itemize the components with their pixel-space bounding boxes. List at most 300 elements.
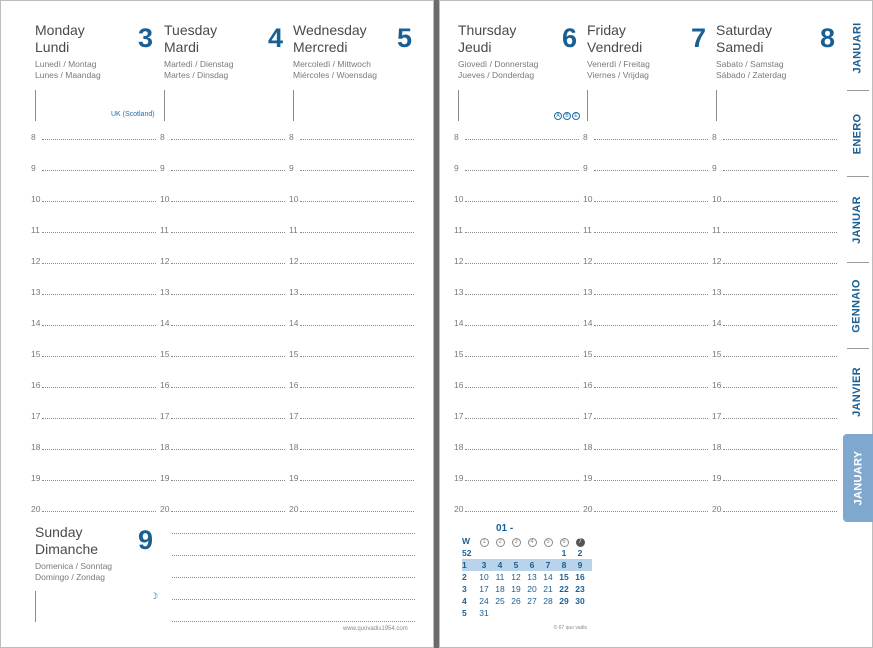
hour-label: 17 [454,411,464,421]
mini-calendar-day[interactable]: 26 [511,596,521,606]
mini-calendar-day[interactable]: 22 [559,584,569,594]
writing-line [42,201,156,202]
writing-line [171,356,285,357]
day-number: 9 [138,525,154,555]
hour-label: 11 [454,225,463,235]
writing-line [465,294,579,295]
hour-label: 19 [31,473,41,483]
writing-line [594,201,708,202]
hour-row[interactable] [712,350,838,359]
mini-calendar-week-number: 1 [462,560,467,570]
mini-calendar-day[interactable]: 13 [527,572,537,582]
month-tab-label: JANVIER [851,367,863,417]
day-number: 8 [820,23,836,53]
day-translation: Lunes / Maandag [35,70,101,80]
hour-label: 16 [583,380,593,390]
hour-row[interactable] [31,381,157,390]
mini-calendar-note: © 67 quo vadis [553,625,587,631]
hour-label: 15 [289,349,299,359]
mini-calendar-day[interactable]: 4 [497,560,503,570]
hour-label: 14 [160,318,170,328]
hour-label: 16 [160,380,170,390]
writing-line [300,449,414,450]
hour-row[interactable] [454,319,580,328]
mini-calendar-day[interactable]: 29 [559,596,569,606]
hour-label: 15 [712,349,722,359]
hour-row[interactable] [289,443,415,452]
day-name-fr: Jeudi [458,39,492,55]
hour-row[interactable] [289,381,415,390]
hour-row[interactable] [454,505,580,514]
hour-row[interactable] [289,505,415,514]
writing-line [171,263,285,264]
month-tab-janvier[interactable] [841,348,873,436]
mini-calendar-day[interactable]: 20 [527,584,537,594]
day-translation: Martedì / Dienstag [164,59,234,69]
hour-row[interactable] [583,257,709,266]
writing-line [723,418,837,419]
mini-calendar-week-label: W [462,536,471,546]
month-tab-januari[interactable] [841,4,873,92]
month-tab-divider [847,348,869,349]
writing-line [594,325,708,326]
hour-label: 15 [583,349,593,359]
day-note-divider [164,90,165,121]
day-wednesday [293,22,377,81]
mini-calendar-day[interactable]: 30 [575,596,585,606]
day-translation: Domenica / Sonntag [35,561,113,571]
writing-line [300,201,414,202]
day-translation: Domingo / Zondag [35,572,105,582]
hour-row[interactable] [289,257,415,266]
hour-row[interactable] [454,257,580,266]
hour-row[interactable] [289,133,415,142]
hour-row[interactable] [583,412,709,421]
writing-line [465,356,579,357]
hour-row[interactable] [712,195,838,204]
writing-line [594,263,708,264]
writing-line [594,356,708,357]
month-tab-januar[interactable] [841,176,873,264]
writing-line [42,387,156,388]
hour-label: 13 [583,287,593,297]
writing-line [171,139,285,140]
month-tab-label: JANUARI [851,22,863,74]
mini-calendar-week-number: 5 [462,608,467,618]
hour-label: 18 [454,442,464,452]
hour-label: 13 [160,287,170,297]
mini-calendar-dow: 4 [524,535,540,547]
hour-label: 8 [583,132,588,142]
month-tab-enero[interactable] [841,90,873,178]
day-sunday [35,524,112,583]
mini-calendar-dow: 1 [476,535,492,547]
region-circle-icon: E [572,112,580,120]
mini-calendar-dow: 7 [572,535,588,547]
day-name-fr: Dimanche [35,541,99,557]
hour-label: 14 [712,318,722,328]
hour-label: 8 [160,132,165,142]
hour-label: 16 [454,380,464,390]
writing-line [300,232,414,233]
writing-line [465,170,579,171]
hour-row[interactable] [289,195,415,204]
writing-line [723,387,837,388]
writing-line [465,232,579,233]
hour-row[interactable] [31,505,157,514]
day-number: 4 [268,23,284,53]
hour-row[interactable] [712,505,838,514]
day-note-divider [35,591,36,622]
mini-calendar-day[interactable]: 7 [545,560,551,570]
hour-row[interactable] [160,412,286,421]
hour-row[interactable] [31,319,157,328]
mini-calendar-day[interactable]: 11 [495,572,505,582]
hour-row[interactable] [289,474,415,483]
mini-calendar-day[interactable]: 5 [513,560,519,570]
day-name-en: Tuesday [164,22,218,38]
hour-label: 9 [160,163,165,173]
hour-row[interactable] [583,505,709,514]
mini-calendar-dow-row [462,535,592,547]
hour-row[interactable] [160,257,286,266]
hour-label: 10 [160,194,170,204]
writing-line [42,325,156,326]
day-number: 6 [562,23,578,53]
hour-row[interactable] [712,412,838,421]
writing-line [723,201,837,202]
hour-label: 14 [583,318,593,328]
hour-row[interactable] [454,474,580,483]
day-number: 3 [138,23,154,53]
hour-row[interactable] [160,381,286,390]
hour-label: 13 [289,287,299,297]
writing-line [42,170,156,171]
day-tuesday [164,22,233,81]
writing-line [594,170,708,171]
mini-calendar-day[interactable]: 21 [543,584,553,594]
mini-calendar-week-number: 52 [462,548,472,558]
writing-line [300,170,414,171]
mini-calendar-day[interactable]: 28 [543,596,553,606]
mini-calendar [462,523,592,631]
hour-label: 13 [454,287,464,297]
hour-row[interactable] [454,164,580,173]
day-translation: Venerdì / Freitag [587,59,650,69]
writing-line [723,480,837,481]
hour-label: 18 [712,442,722,452]
writing-line [300,294,414,295]
mini-calendar-rows [462,547,592,619]
writing-line [300,263,414,264]
hour-label: 10 [583,194,593,204]
writing-line [465,418,579,419]
writing-line [300,480,414,481]
hour-row[interactable] [583,133,709,142]
mini-calendar-day[interactable]: 9 [577,560,583,570]
hour-row[interactable] [31,443,157,452]
writing-line [465,387,579,388]
day-translation: Giovedì / Donnerstag [458,59,539,69]
mini-calendar-week [462,583,592,595]
hour-row[interactable] [583,350,709,359]
mini-calendar-week-number: 4 [462,596,467,606]
mini-calendar-day[interactable]: 10 [479,572,489,582]
hour-row[interactable] [712,443,838,452]
hour-row[interactable] [289,319,415,328]
month-tab-gennaio[interactable] [841,262,873,350]
hour-label: 18 [583,442,593,452]
hour-row[interactable] [289,226,415,235]
hour-row[interactable] [712,474,838,483]
mini-calendar-day[interactable]: 23 [575,584,585,594]
hour-row[interactable] [160,350,286,359]
month-tab-divider [847,262,869,263]
hour-row[interactable] [454,288,580,297]
writing-line [171,480,285,481]
month-tab-divider [847,90,869,91]
mini-calendar-week [462,571,592,583]
hour-row[interactable] [454,412,580,421]
hour-label: 18 [160,442,170,452]
hour-row[interactable] [583,443,709,452]
writing-line [171,170,285,171]
writing-line [723,139,837,140]
hour-label: 8 [31,132,36,142]
hour-row[interactable] [31,195,157,204]
mini-calendar-day[interactable]: 3 [481,560,487,570]
hour-label: 19 [289,473,299,483]
mini-calendar-day[interactable]: 17 [479,584,489,594]
writing-line [723,263,837,264]
day-name-en: Wednesday [293,22,367,38]
hour-row[interactable] [712,381,838,390]
hour-label: 9 [289,163,294,173]
region-circle-icon: B [563,112,571,120]
hour-row[interactable] [454,133,580,142]
hour-row[interactable] [160,474,286,483]
hour-row[interactable] [31,288,157,297]
hour-row[interactable] [712,133,838,142]
mini-calendar-day[interactable]: 14 [543,572,553,582]
mini-calendar-week [462,595,592,607]
hour-row[interactable] [31,257,157,266]
hour-label: 10 [289,194,299,204]
hour-label: 11 [583,225,592,235]
hour-label: 16 [712,380,722,390]
hour-label: 14 [289,318,299,328]
writing-line [300,418,414,419]
region-holiday-icons [554,112,580,120]
writing-line [594,511,708,512]
day-translation: Sábado / Zaterdag [716,70,787,80]
hour-label: 19 [712,473,722,483]
hour-row[interactable] [583,288,709,297]
hour-row[interactable] [160,164,286,173]
writing-line [723,356,837,357]
day-number: 5 [397,23,413,53]
hour-row[interactable] [583,319,709,328]
hour-row[interactable] [160,443,286,452]
month-tab-label: GENNAIO [851,279,863,333]
day-name-fr: Mercredi [293,39,348,55]
day-translation: Lunedì / Montag [35,59,97,69]
hour-row[interactable] [289,412,415,421]
day-translation: Miércoles / Woensdag [293,70,377,80]
region-circle-icon: A [554,112,562,120]
hour-row[interactable] [160,133,286,142]
hour-label: 10 [712,194,722,204]
writing-line [300,139,414,140]
hour-row[interactable] [583,474,709,483]
hour-row[interactable] [160,505,286,514]
writing-line [42,294,156,295]
day-name-fr: Lundi [35,39,70,55]
hour-label: 20 [454,504,464,514]
hour-row[interactable] [160,226,286,235]
hour-label: 15 [31,349,41,359]
writing-line [723,449,837,450]
mini-calendar-dow: 3 [508,535,524,547]
hour-row[interactable] [583,195,709,204]
hour-row[interactable] [454,350,580,359]
hour-row[interactable] [712,226,838,235]
mini-calendar-day[interactable]: 24 [479,596,489,606]
hour-row[interactable] [160,319,286,328]
mini-calendar-day[interactable]: 8 [561,560,567,570]
hour-row[interactable] [31,412,157,421]
hour-row[interactable] [712,164,838,173]
mini-calendar-day[interactable]: 19 [511,584,521,594]
writing-line [171,449,285,450]
hour-label: 17 [31,411,41,421]
hour-row[interactable] [289,164,415,173]
hour-row[interactable] [289,350,415,359]
day-saturday [716,22,786,81]
hour-row[interactable] [31,350,157,359]
mini-calendar-header: 01 - [496,523,514,534]
day-name-en: Saturday [716,22,773,38]
day-name-fr: Samedi [716,39,764,55]
hour-label: 11 [160,225,169,235]
hour-row[interactable] [31,474,157,483]
writing-line [171,387,285,388]
mini-calendar-day[interactable]: 31 [479,608,489,618]
writing-line [42,263,156,264]
day-translation: Mercoledì / Mittwoch [293,59,371,69]
day-translation: Jueves / Donderdag [458,70,535,80]
hour-label: 18 [31,442,41,452]
hour-row[interactable] [454,195,580,204]
hour-label: 19 [454,473,464,483]
hour-label: 19 [583,473,593,483]
hour-label: 8 [712,132,717,142]
month-tab-january[interactable] [843,434,873,522]
writing-line [171,232,285,233]
hour-row[interactable] [583,226,709,235]
hour-label: 17 [712,411,722,421]
day-note-divider [716,90,717,121]
mini-calendar-week [462,559,592,571]
hour-label: 16 [31,380,41,390]
hour-row[interactable] [31,164,157,173]
hour-label: 8 [289,132,294,142]
hour-label: 11 [31,225,40,235]
mini-calendar-day[interactable]: 18 [495,584,505,594]
writing-line [465,480,579,481]
hour-label: 11 [712,225,721,235]
mini-calendar-day[interactable]: 15 [559,572,569,582]
hour-label: 9 [31,163,36,173]
hour-label: 20 [31,504,41,514]
day-name-en: Sunday [35,524,83,540]
hour-row[interactable] [583,381,709,390]
hour-row[interactable] [31,226,157,235]
day-translation: Sabato / Samstag [716,59,784,69]
writing-line [594,418,708,419]
hour-row[interactable] [31,133,157,142]
writing-line [171,201,285,202]
day-note-divider [293,90,294,121]
mini-calendar-day[interactable]: 2 [577,548,583,558]
hour-label: 13 [31,287,41,297]
hour-row[interactable] [289,288,415,297]
hour-row[interactable] [712,257,838,266]
hour-label: 8 [454,132,459,142]
day-note-divider [35,90,36,121]
hour-label: 17 [289,411,299,421]
hour-label: 9 [583,163,588,173]
mini-calendar-day[interactable]: 25 [495,596,505,606]
hour-label: 14 [31,318,41,328]
writing-line [42,139,156,140]
writing-line [594,480,708,481]
writing-line [465,511,579,512]
hour-row[interactable] [160,195,286,204]
hour-row[interactable] [454,443,580,452]
writing-line [723,294,837,295]
hour-label: 20 [289,504,299,514]
mini-calendar-day[interactable]: 1 [561,548,567,558]
mini-calendar-day[interactable]: 6 [529,560,535,570]
hour-row[interactable] [160,288,286,297]
hour-label: 19 [160,473,170,483]
day-number: 7 [691,23,707,53]
writing-line [171,325,285,326]
footer-url[interactable]: www.quovadis1954.com [343,626,408,632]
writing-line [594,139,708,140]
hour-row[interactable] [583,164,709,173]
writing-line [42,511,156,512]
writing-line [300,325,414,326]
hour-row[interactable] [454,381,580,390]
writing-line [465,139,579,140]
hour-row[interactable] [712,288,838,297]
hour-label: 12 [712,256,722,266]
hour-label: 10 [31,194,41,204]
mini-calendar-week-number: 2 [462,572,467,582]
mini-calendar-day[interactable]: 12 [511,572,521,582]
writing-line [300,387,414,388]
day-name-fr: Vendredi [587,39,643,55]
mini-calendar-day[interactable]: 16 [575,572,585,582]
hour-row[interactable] [712,319,838,328]
mini-calendar-week [462,607,592,619]
hour-row[interactable] [454,226,580,235]
month-tab-label: JANUARY [852,450,864,506]
day-note-divider [458,90,459,121]
mini-calendar-day[interactable]: 27 [527,596,537,606]
